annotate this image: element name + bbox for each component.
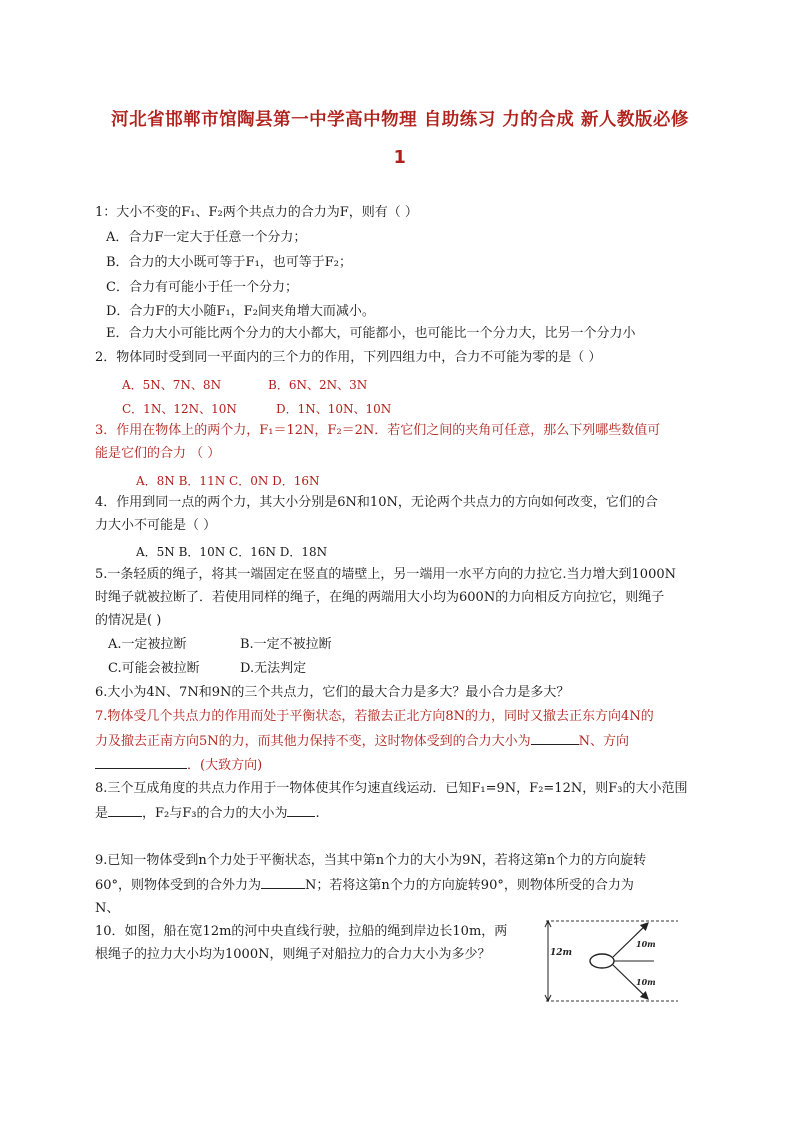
- q4-line1: 4．作用到同一点的两个力，其大小分别是6N和10N，无论两个共点力的方向如何改变，它们的合: [95, 495, 658, 510]
- q7-line2-text: 力及撤去正南方向5N的力，而其他力保持不变，这时物体受到的合力大小为: [95, 734, 531, 749]
- q1-option-e: E．合力大小可能比两个分力的大小都大，可能都小，也可能比一个分力大，比另一个分力小: [106, 326, 636, 341]
- q9-line1: 9.已知一物体受到n个力处于平衡状态，当其中第n个力的大小为9N，若将这第n个力的方向旋转: [95, 853, 647, 868]
- rope-top-label: 10m: [636, 939, 656, 949]
- width-label: 12m: [550, 948, 573, 958]
- q2-option-a: A．5N、7N、8N: [122, 378, 222, 392]
- q2-option-c: C．1N、12N、10N: [122, 402, 237, 416]
- q3-line1: 3．作用在物体上的两个力，F₁＝12N，F₂＝2N．若它们之间的夹角可任意，那么下列哪些数值可: [95, 423, 661, 438]
- q3-line2: 能是它们的合力 （ ）: [95, 446, 221, 461]
- q5-line3: 的情况是( ): [95, 613, 162, 628]
- q8-blank-resultant[interactable]: [287, 803, 315, 817]
- q7-line2: [95, 731, 629, 752]
- q7-blank-magnitude[interactable]: [531, 731, 579, 745]
- q4-line2: 力大小不可能是（ ）: [95, 518, 217, 533]
- q3-options: A．8N B．11N C．0N D．16N: [136, 474, 320, 488]
- q5-line1: 5.一条轻质的绳子，将其一端固定在竖直的墙壁上，另一端用一水平方向的力拉它.当力增大到1000N: [95, 567, 676, 582]
- q2-option-b: B．6N、2N、3N: [268, 378, 368, 392]
- q7-line1: 7.物体受几个共点力的作用而处于平衡状态，若撤去正北方向8N的力，同时又撤去正东方向4N的: [95, 709, 654, 724]
- q8-line2-end: .: [315, 806, 320, 821]
- q6-line1: 6.大小为4N、7N和9N的三个共点力，它们的最大合力是多大？最小合力是多大？: [95, 685, 570, 700]
- q4-options: A．5N B．10N C．16N D．18N: [136, 545, 328, 559]
- q5-option-a: A.一定被拉断: [108, 637, 187, 652]
- page-title-line2: 1: [393, 148, 407, 168]
- q9-line3: N、: [95, 901, 120, 916]
- q8-line1: 8.三个互成角度的共点力作用于一物体使其作匀速直线运动．已知F₁=9N，F₂=12N，则F₃的大小范围: [95, 781, 688, 796]
- q8-blank-range[interactable]: [108, 803, 142, 817]
- q8-line2-start: 是: [95, 806, 109, 821]
- q8-line2: [95, 803, 320, 824]
- q8-line2-mid: ，F₂与F₃的合力的大小为: [142, 806, 288, 821]
- q7-line2-unit: N、方向: [578, 734, 630, 749]
- q5-option-d: D.无法判定: [240, 661, 307, 676]
- page-title: 河北省邯郸市馆陶县第一中学高中物理 自助练习 力的合成 新人教版必修: [111, 110, 689, 130]
- q9-blank-60[interactable]: [261, 875, 305, 889]
- q1-option-d: D．合力F的大小随F₁，F₂间夹角增大而减小。: [106, 304, 375, 319]
- q1-stem: 1：大小不变的F₁、F₂两个共点力的合力为F，则有（ ）: [95, 205, 418, 220]
- q2-stem: 2．物体同时受到同一平面内的三个力的作用，下列四组力中，合力不可能为零的是（ ）: [95, 350, 602, 365]
- q9-line2-end: N；若将这第n个力的方向旋转90°，则物体所受的合力为: [305, 878, 634, 893]
- boat-shape: [590, 954, 614, 968]
- q7-line3: [95, 755, 262, 776]
- q9-line2: [95, 875, 634, 896]
- q2-option-d: D．1N、10N、10N: [276, 402, 392, 416]
- q5-option-b: B.一定不被拉断: [240, 637, 332, 652]
- q7-blank-direction[interactable]: [95, 755, 187, 769]
- q5-option-c: C.可能会被拉断: [108, 661, 200, 676]
- river-boat-diagram: [542, 915, 682, 1007]
- q1-option-c: C．合力有可能小于任一个分力；: [106, 280, 298, 295]
- q1-option-b: B．合力的大小既可等于F₁，也可等于F₂；: [106, 255, 353, 270]
- q10-line2: 根绳子的拉力大小均为1000N，则绳子对船拉力的合力大小为多少？: [95, 947, 491, 962]
- q1-option-a: A．合力F一定大于任意一个分力；: [106, 230, 307, 245]
- q7-line3-text: ．(大致方向): [187, 758, 263, 773]
- q5-line2: 时绳子就被拉断了．若使用同样的绳子，在绳的两端用大小均为600N的力向相反方向拉它，则绳子: [95, 590, 665, 605]
- rope-bottom-label: 10m: [636, 977, 656, 987]
- q9-line2-start: 60°，则物体受到的合外力为: [95, 878, 262, 893]
- q10-line1: 10．如图，船在宽12m的河中央直线行驶，拉船的绳到岸边长10m，两: [95, 924, 508, 939]
